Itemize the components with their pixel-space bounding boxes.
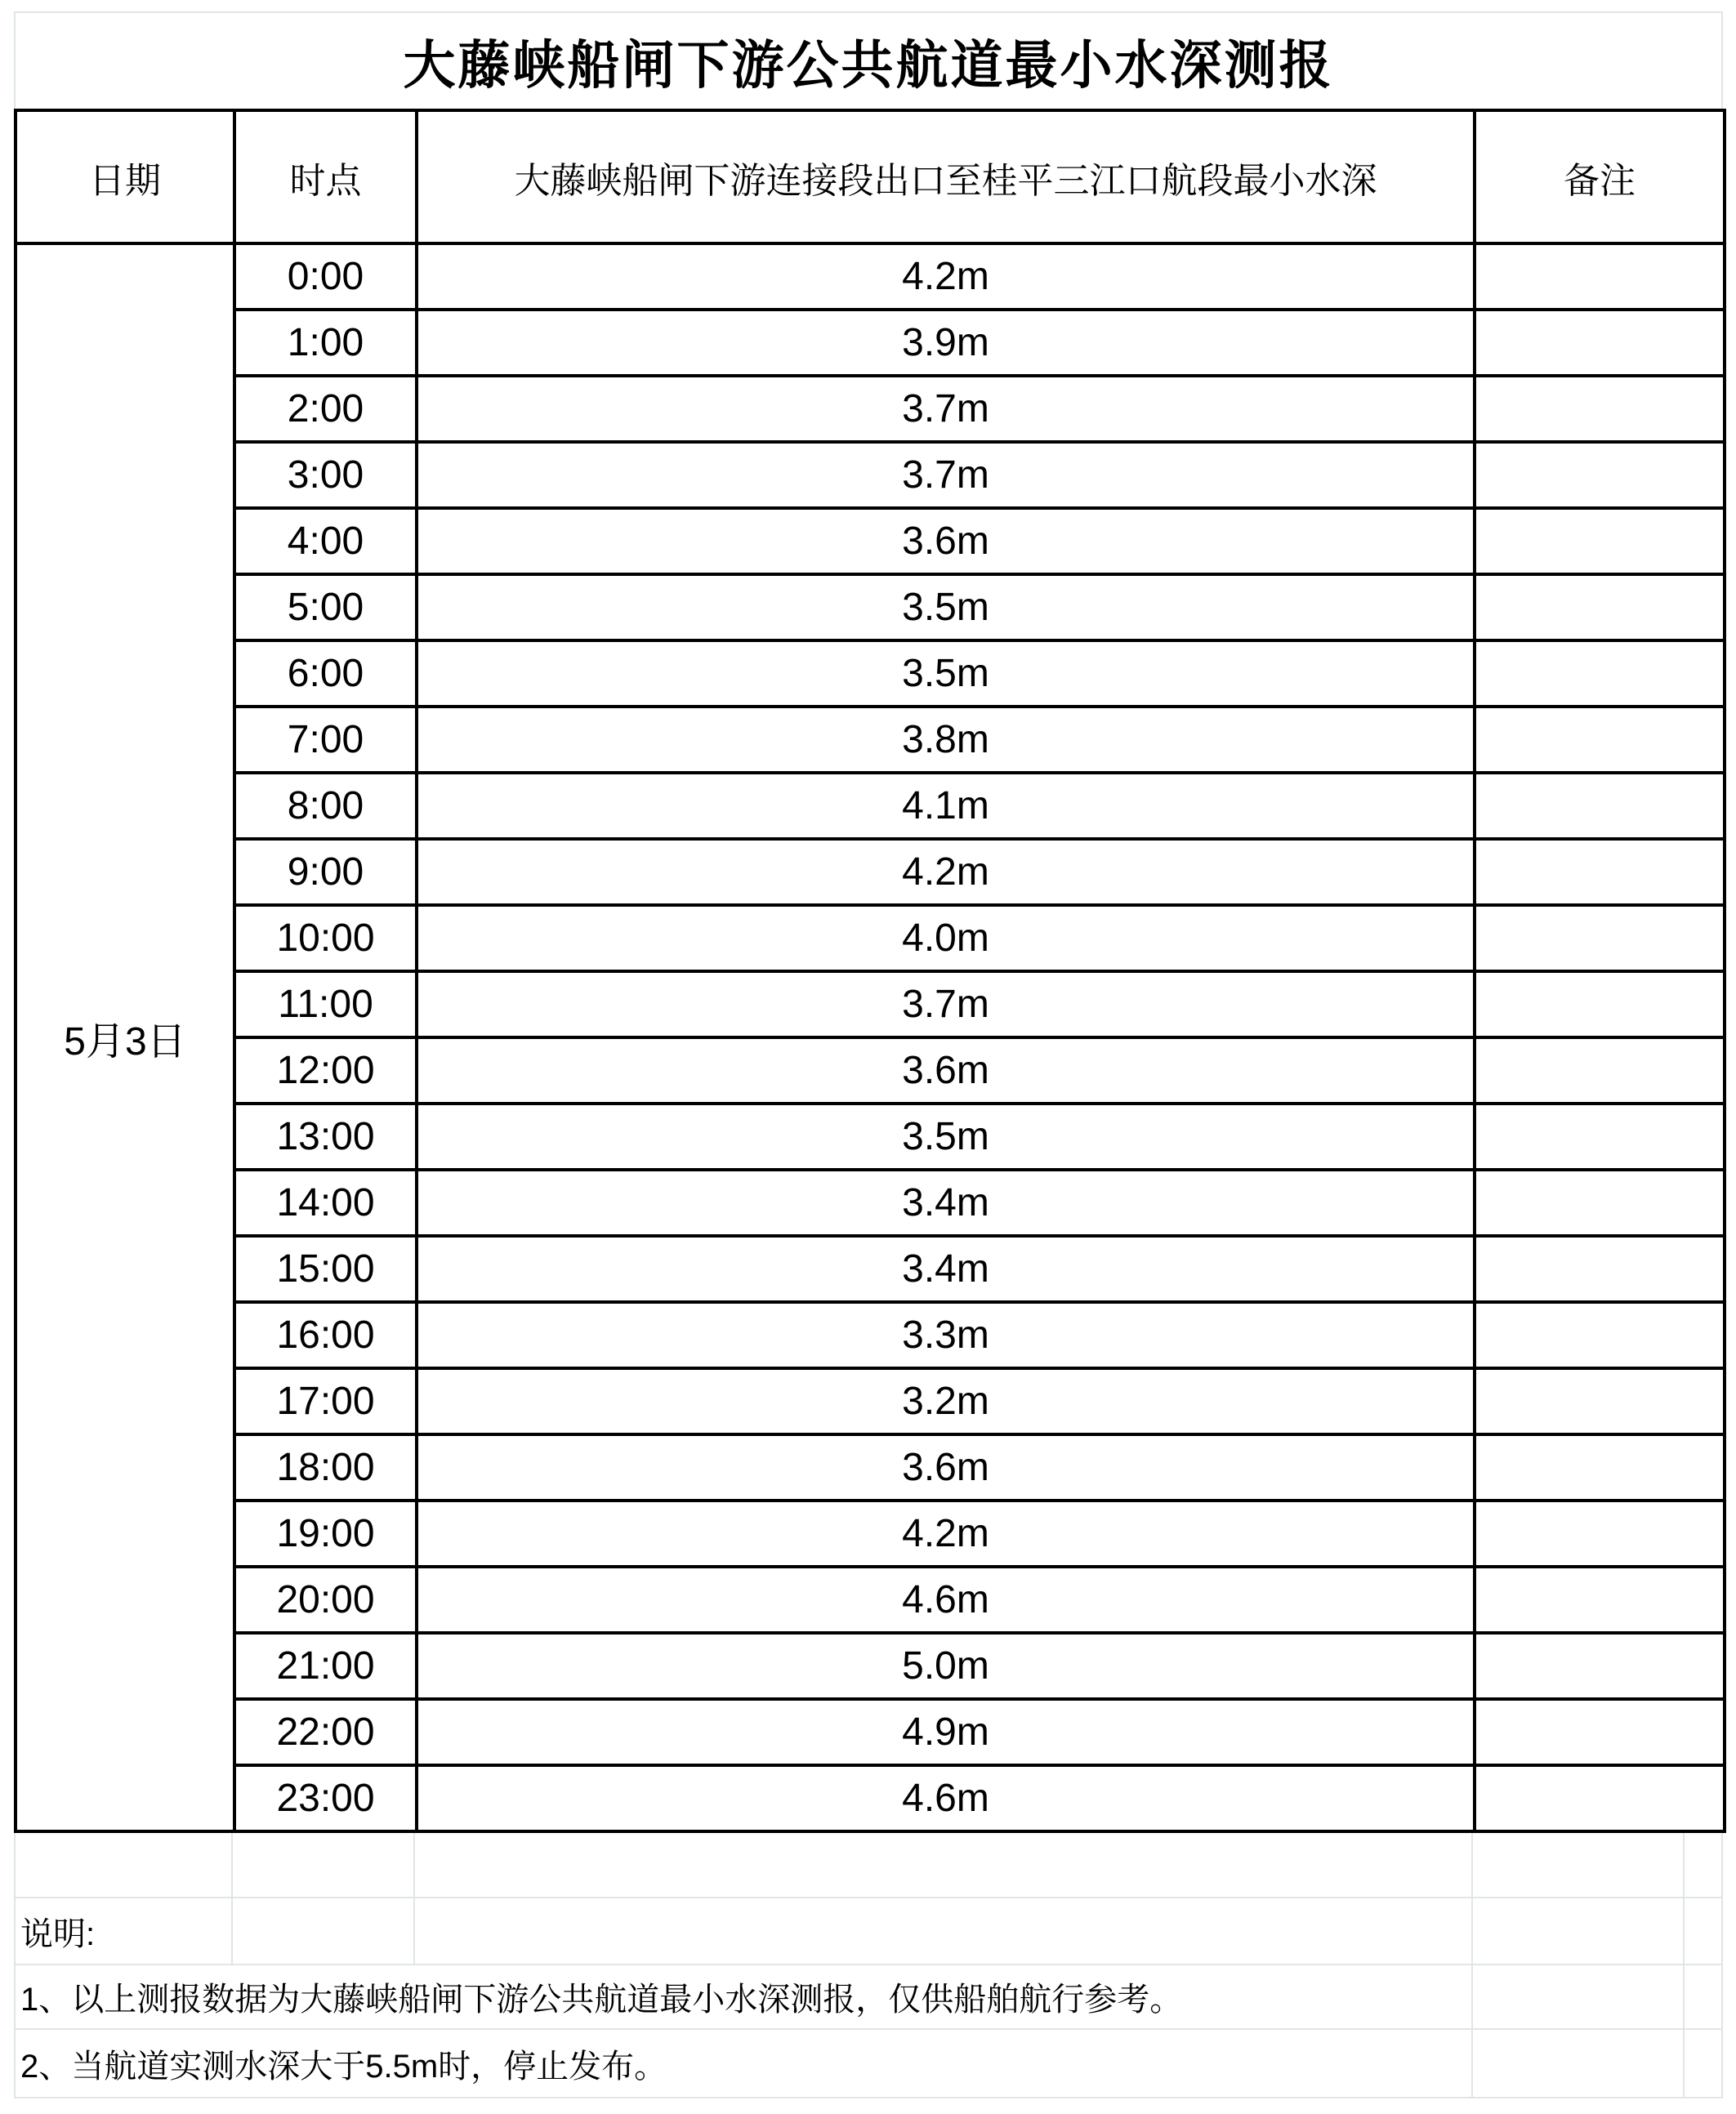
time-cell: 9:00	[234, 839, 417, 905]
header-row	[16, 110, 1725, 243]
time-cell: 11:00	[234, 971, 417, 1037]
depth-cell: 3.6m	[417, 508, 1475, 574]
depth-cell: 3.7m	[417, 376, 1475, 442]
gridline	[413, 1833, 415, 1965]
header-depth: 大藤峡船闸下游连接段出口至桂平三江口航段最小水深	[417, 110, 1475, 243]
time-cell: 19:00	[234, 1501, 417, 1567]
time-cell: 7:00	[234, 707, 417, 773]
table-row	[16, 1368, 1725, 1434]
depth-cell: 4.2m	[417, 1501, 1475, 1567]
table-row	[16, 839, 1725, 905]
time-cell: 21:00	[234, 1633, 417, 1699]
depth-cell: 3.5m	[417, 574, 1475, 640]
depth-cell: 3.5m	[417, 1104, 1475, 1170]
depth-cell: 3.7m	[417, 971, 1475, 1037]
table-row	[16, 1302, 1725, 1368]
note-text-1: 1、以上测报数据为大藤峡船闸下游公共航道最小水深测报，仅供船舶航行参考。	[20, 1982, 1183, 2018]
time-cell: 13:00	[234, 1104, 417, 1170]
notes-label: 说明:	[20, 1916, 96, 1952]
table-row	[16, 971, 1725, 1037]
report-title: 大藤峡船闸下游公共航道最小水深测报	[14, 11, 1723, 109]
notes-section	[14, 1833, 1723, 2098]
table-row	[16, 508, 1725, 574]
table-row	[16, 442, 1725, 508]
remark-cell	[1475, 1501, 1725, 1567]
time-cell: 8:00	[234, 773, 417, 839]
remark-cell	[1475, 1302, 1725, 1368]
remark-cell	[1475, 1170, 1725, 1236]
depth-cell: 4.0m	[417, 905, 1475, 971]
remark-cell	[1475, 1104, 1725, 1170]
table-row	[16, 707, 1725, 773]
gridline	[14, 1833, 16, 2098]
time-cell: 10:00	[234, 905, 417, 971]
gridline	[1683, 1833, 1685, 2098]
depth-report-table	[14, 109, 1726, 1833]
note-text-2: 2、当航道实测水深大于5.5m时，停止发布。	[20, 2048, 667, 2085]
table-row	[16, 574, 1725, 640]
remark-cell	[1475, 707, 1725, 773]
time-cell: 20:00	[234, 1567, 417, 1633]
table-row	[16, 1567, 1725, 1633]
remark-cell	[1475, 640, 1725, 707]
gridline	[231, 1833, 233, 1965]
time-cell: 0:00	[234, 243, 417, 310]
table-row	[16, 243, 1725, 310]
depth-cell: 3.4m	[417, 1170, 1475, 1236]
depth-cell: 3.6m	[417, 1037, 1475, 1104]
depth-cell: 4.2m	[417, 243, 1475, 310]
note-row-1	[14, 1965, 1723, 2030]
table-row	[16, 1037, 1725, 1104]
table-row	[16, 310, 1725, 376]
remark-cell	[1475, 1368, 1725, 1434]
time-cell: 17:00	[234, 1368, 417, 1434]
depth-cell: 3.6m	[417, 1434, 1475, 1501]
spreadsheet-sheet	[14, 11, 1723, 2098]
depth-cell: 3.7m	[417, 442, 1475, 508]
remark-cell	[1475, 971, 1725, 1037]
remark-cell	[1475, 376, 1725, 442]
table-row	[16, 1501, 1725, 1567]
depth-cell: 4.2m	[417, 839, 1475, 905]
depth-cell: 3.8m	[417, 707, 1475, 773]
table-row	[16, 905, 1725, 971]
table-row	[16, 1434, 1725, 1501]
time-cell: 15:00	[234, 1236, 417, 1302]
depth-cell: 4.1m	[417, 773, 1475, 839]
time-cell: 22:00	[234, 1699, 417, 1765]
table-row	[16, 1633, 1725, 1699]
notes-label-row	[14, 1898, 1723, 1965]
remark-cell	[1475, 905, 1725, 971]
depth-cell: 4.6m	[417, 1567, 1475, 1633]
time-cell: 2:00	[234, 376, 417, 442]
time-cell: 14:00	[234, 1170, 417, 1236]
gridline	[1471, 1833, 1473, 2098]
date-cell: 5月3日	[16, 243, 234, 1831]
remark-cell	[1475, 773, 1725, 839]
depth-cell: 4.9m	[417, 1699, 1475, 1765]
table-row	[16, 1765, 1725, 1831]
table-row	[16, 1170, 1725, 1236]
gridline	[1721, 1833, 1723, 2098]
time-cell: 4:00	[234, 508, 417, 574]
depth-cell: 3.5m	[417, 640, 1475, 707]
remark-cell	[1475, 1434, 1725, 1501]
header-remark: 备注	[1475, 110, 1725, 243]
depth-cell: 3.4m	[417, 1236, 1475, 1302]
depth-cell: 3.3m	[417, 1302, 1475, 1368]
table-row	[16, 1699, 1725, 1765]
depth-cell: 5.0m	[417, 1633, 1475, 1699]
remark-cell	[1475, 574, 1725, 640]
time-cell: 12:00	[234, 1037, 417, 1104]
table-row	[16, 1236, 1725, 1302]
header-time: 时点	[234, 110, 417, 243]
depth-cell: 3.9m	[417, 310, 1475, 376]
table-row	[16, 376, 1725, 442]
remark-cell	[1475, 839, 1725, 905]
time-cell: 6:00	[234, 640, 417, 707]
time-cell: 23:00	[234, 1765, 417, 1831]
table-row	[16, 1104, 1725, 1170]
remark-cell	[1475, 310, 1725, 376]
remark-cell	[1475, 1236, 1725, 1302]
blank-row	[14, 1833, 1723, 1898]
remark-cell	[1475, 243, 1725, 310]
time-cell: 3:00	[234, 442, 417, 508]
remark-cell	[1475, 1765, 1725, 1831]
remark-cell	[1475, 1037, 1725, 1104]
time-cell: 16:00	[234, 1302, 417, 1368]
header-date: 日期	[16, 110, 234, 243]
time-cell: 1:00	[234, 310, 417, 376]
remark-cell	[1475, 1699, 1725, 1765]
remark-cell	[1475, 1633, 1725, 1699]
time-cell: 18:00	[234, 1434, 417, 1501]
remark-cell	[1475, 508, 1725, 574]
remark-cell	[1475, 442, 1725, 508]
depth-cell: 4.6m	[417, 1765, 1475, 1831]
depth-cell: 3.2m	[417, 1368, 1475, 1434]
note-row-2	[14, 2030, 1723, 2098]
time-cell: 5:00	[234, 574, 417, 640]
remark-cell	[1475, 1567, 1725, 1633]
table-row	[16, 640, 1725, 707]
table-row	[16, 773, 1725, 839]
